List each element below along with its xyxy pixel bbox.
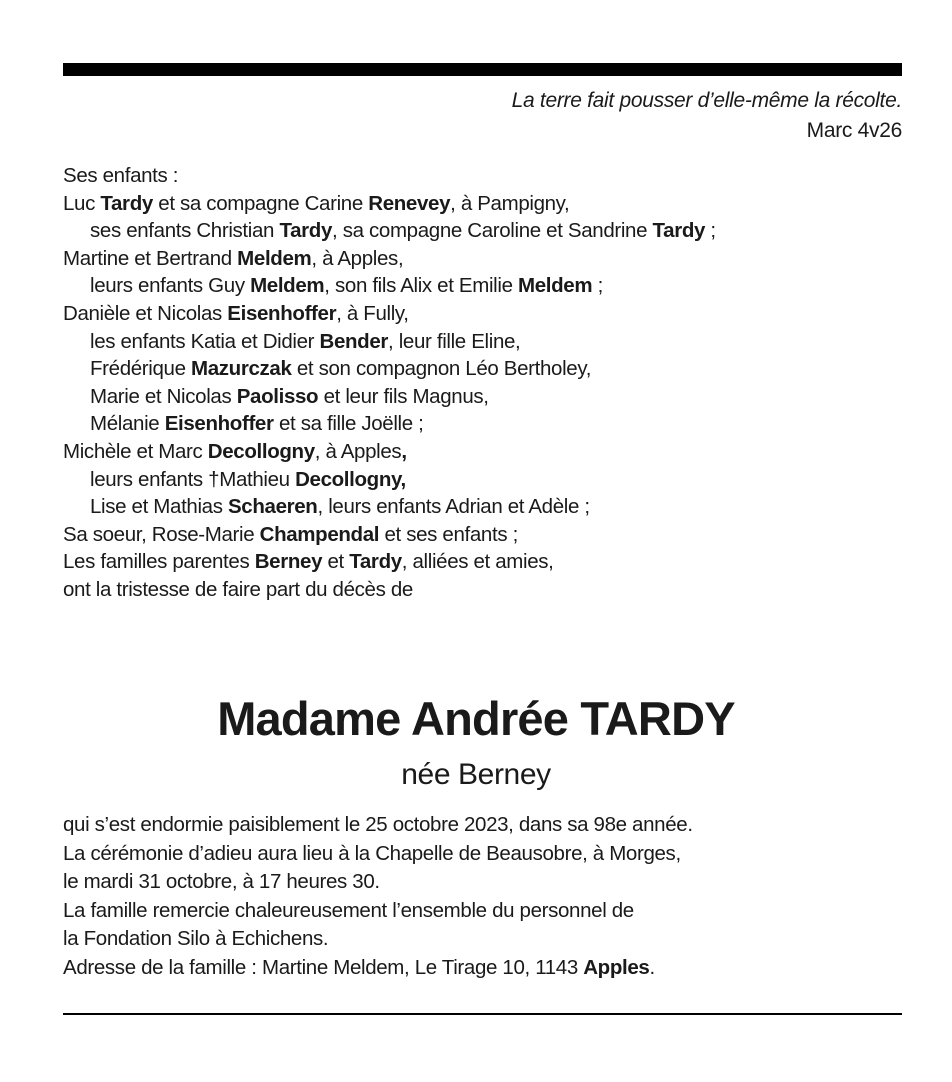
text-run: , à Apples <box>314 439 402 463</box>
text-run: leurs enfants †Mathieu <box>90 467 296 491</box>
bold-surname: Champendal <box>259 522 380 546</box>
text-run: et sa fille Joëlle ; <box>273 412 424 436</box>
text-run: qui s’est endormie paisiblement le 25 octobre 2023, dans sa 98e année. <box>63 813 693 836</box>
family-line <box>63 272 913 300</box>
bold-surname: Meldem <box>237 246 312 270</box>
text-run: les enfants Katia et Didier <box>90 329 320 353</box>
text-run: , son fils Alix et Emilie <box>324 274 518 298</box>
bold-surname: Tardy <box>349 550 402 574</box>
deceased-name: Madame Andrée TARDY <box>217 692 735 745</box>
text-run: le mardi 31 octobre, à 17 heures 30. <box>63 870 380 894</box>
epigraph-reference: Marc 4v26 <box>806 119 902 142</box>
family-line <box>63 548 913 576</box>
family-line <box>63 355 913 383</box>
detail-line <box>63 811 923 840</box>
text-run: Mélanie <box>90 412 165 436</box>
bold-surname: Berney <box>254 550 323 574</box>
bold-surname: Meldem <box>250 274 325 298</box>
bold-surname: Mazurczak <box>190 357 292 381</box>
bold-surname: Tardy <box>279 219 332 243</box>
family-line <box>63 576 913 604</box>
text-run: Marie et Nicolas <box>90 384 237 408</box>
bold-surname: Eisenhoffer <box>227 301 337 325</box>
text-run: Luc <box>63 191 101 215</box>
text-run: La cérémonie d’adieu aura lieu à la Chapelle de Beausobre, à Morges, <box>63 841 681 865</box>
text-run: leurs enfants Guy <box>90 274 251 298</box>
bold-surname: Tardy <box>652 219 706 243</box>
text-run: Lise et Mathias <box>90 495 228 519</box>
family-line <box>63 438 913 466</box>
text-run: et <box>322 550 350 574</box>
text-run: et sa compagne Carine <box>152 191 369 215</box>
text-run: Michèle et Marc <box>63 439 208 463</box>
family-line <box>63 217 913 245</box>
text-run: la Fondation Silo à Echichens. <box>63 927 329 951</box>
bold-surname: Renevey <box>368 191 451 215</box>
text-run: , leur fille Eline, <box>388 329 521 353</box>
text-run: , leurs enfants Adrian et Adèle ; <box>317 495 590 519</box>
family-line <box>63 190 913 218</box>
text-run: Danièle et Nicolas <box>63 301 228 325</box>
bold-surname: Paolisso <box>236 384 319 408</box>
family-announcement <box>63 162 913 604</box>
text-run: , sa compagne Caroline et Sandrine <box>332 219 653 243</box>
text-run: ; <box>592 274 603 298</box>
bold-surname: Decollogny, <box>295 467 406 491</box>
text-run: Adresse de la famille : Martine Meldem, Le Tirage 10, 1143 <box>63 955 584 979</box>
ceremony-details <box>63 811 923 983</box>
bottom-rule <box>63 1013 902 1015</box>
text-run: , à Pampigny, <box>450 191 570 215</box>
family-line <box>63 300 913 328</box>
family-line <box>63 410 913 438</box>
family-line <box>63 383 913 411</box>
text-run: et leur fils Magnus, <box>318 384 489 408</box>
top-rule <box>63 63 902 76</box>
text-run: Les familles parentes <box>63 550 255 574</box>
bold-surname: Bender <box>319 329 389 353</box>
epigraph <box>512 86 902 146</box>
bold-surname: Meldem <box>518 274 593 298</box>
family-line <box>63 245 913 273</box>
bold-surname: Schaeren <box>227 495 318 519</box>
bold-surname: , <box>401 439 407 463</box>
text-run: , à Fully, <box>336 301 409 325</box>
bold-surname: Apples <box>583 955 650 979</box>
detail-line <box>63 868 923 897</box>
epigraph-quote: La terre fait pousser d’elle-même la récolte. <box>511 89 902 112</box>
text-run: Ses enfants : <box>63 164 179 187</box>
text-run: ses enfants Christian <box>90 219 280 243</box>
detail-line <box>63 897 923 926</box>
text-run: La famille remercie chaleureusement l’ensemble du personnel de <box>63 898 634 922</box>
detail-line <box>63 925 923 954</box>
text-run: Sa soeur, Rose-Marie <box>63 522 260 546</box>
family-line <box>63 466 913 494</box>
text-run: , à Apples, <box>311 246 404 270</box>
text-run: , alliées et amies, <box>401 550 554 574</box>
text-run: . <box>649 955 655 979</box>
bold-surname: Eisenhoffer <box>164 412 274 436</box>
family-line <box>63 162 913 190</box>
maiden-name: née Berney <box>401 758 551 791</box>
text-run: et son compagnon Léo Bertholey, <box>291 357 592 381</box>
text-run: et ses enfants ; <box>379 522 518 546</box>
text-run: Frédérique <box>90 357 191 381</box>
detail-line <box>63 954 923 983</box>
bold-surname: Decollogny <box>207 439 315 463</box>
family-line <box>63 328 913 356</box>
text-run: ; <box>705 219 716 243</box>
text-run: Martine et Bertrand <box>63 246 238 270</box>
text-run: ont la tristesse de faire part du décès de <box>63 577 413 601</box>
family-line <box>63 493 913 521</box>
detail-line <box>63 840 923 869</box>
bold-surname: Tardy <box>100 191 153 215</box>
family-line <box>63 521 913 549</box>
